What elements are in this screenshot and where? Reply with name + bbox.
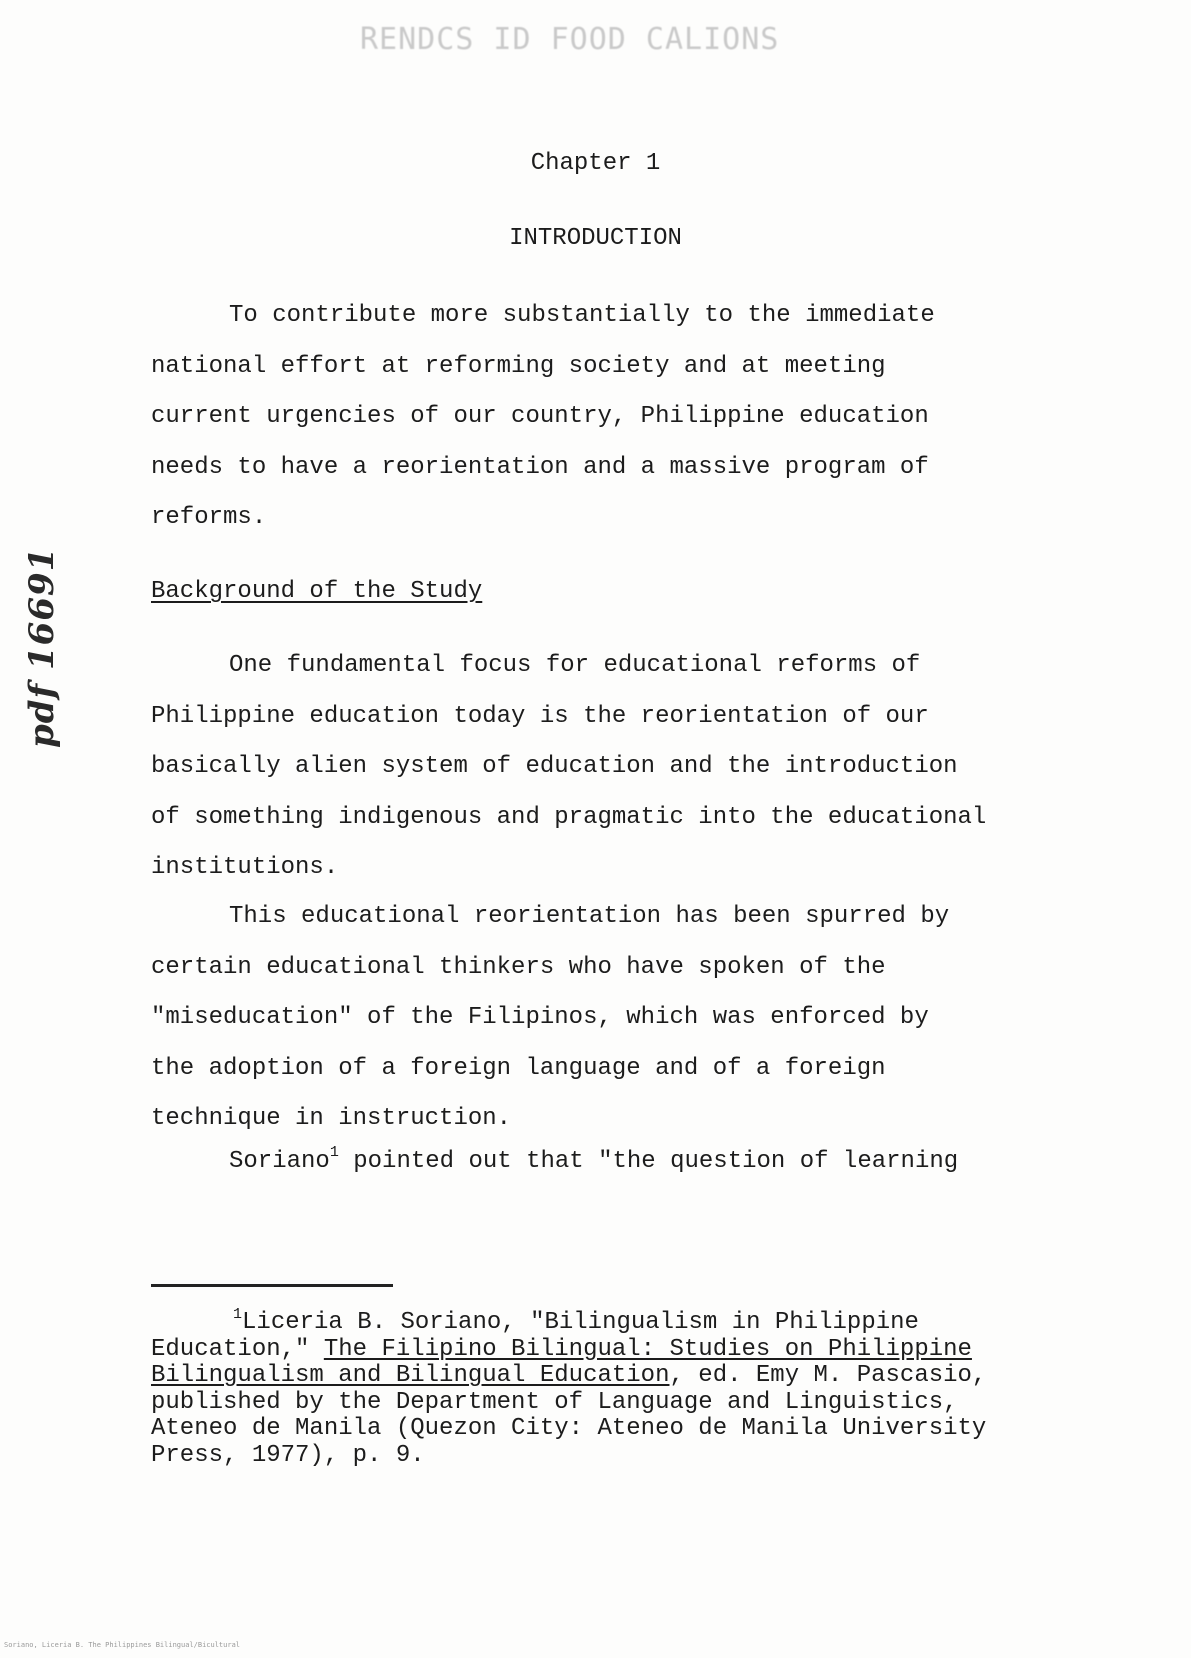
bg1-line-2: Philippine education today is the reorientation of our (151, 702, 929, 730)
footnote-line-4: published by the Department of Language and Linguistics, (151, 1388, 958, 1416)
background-paragraph-1 (151, 641, 1081, 894)
bg1-line-4: of something indigenous and pragmatic into the educational (151, 803, 987, 831)
bg1-line-3: basically alien system of education and the introduction (151, 753, 958, 780)
bg3-text: pointed out that "the question of learning (338, 1148, 959, 1175)
footnote-line-1: Liceria B. Soriano, "Bilingualism in Philippine (242, 1309, 919, 1336)
intro-line-3: current urgencies of our country, Philippine education (151, 403, 929, 430)
footnote-line-3-plain: , ed. Emy M. Pascasio, (669, 1362, 987, 1389)
footnote (151, 1302, 1111, 1469)
chapter-title: INTRODUCTION (509, 225, 682, 252)
background-paragraph-2 (151, 892, 1081, 1145)
cited-author: Soriano (229, 1148, 330, 1175)
section-heading: Background of the Study (151, 578, 483, 605)
footnote-line-2-plain: Education," (151, 1335, 324, 1363)
footnote-book-title-1: The Filipino Bilingual: Studies on Philippine (323, 1335, 972, 1363)
intro-line-1: To contribute more substantially to the immediate (229, 302, 935, 329)
bg2-line-4: the adoption of a foreign language and of a foreign (151, 1054, 886, 1082)
footnote-mark: 1 (233, 1306, 243, 1323)
footnote-divider (151, 1284, 393, 1287)
chapter-label: Chapter 1 (530, 150, 661, 177)
intro-line-2: national effort at reforming society and at meeting (151, 352, 886, 380)
margin-annotation-wrap (22, 546, 72, 748)
bg2-line-2: certain educational thinkers who have spoken of the (151, 953, 886, 981)
footnote-reference: 1 (329, 1144, 339, 1161)
bg1-line-1: One fundamental focus for educational reforms of (229, 652, 921, 679)
intro-paragraph (151, 291, 1081, 544)
footnote-line-5: Ateneo de Manila (Quezon City: Ateneo de Manila University (151, 1415, 987, 1442)
bg2-line-1: This educational reorientation has been spurred by (229, 903, 950, 930)
bg2-line-5: technique in instruction. (151, 1105, 512, 1132)
scan-footer: Soriano, Liceria B. The Philippines Bilingual/Bicultural (4, 1641, 241, 1649)
footnote-book-title-2: Bilingualism and Bilingual Education (151, 1362, 670, 1389)
intro-line-4: needs to have a reorientation and a massive program of (151, 453, 929, 481)
intro-line-5: reforms. (151, 504, 267, 531)
header-stamp: RENDCS ID FOOD CALIONS (360, 22, 780, 57)
bg2-line-3: "miseducation" of the Filipinos, which was enforced by (151, 1004, 929, 1031)
bg1-line-5: institutions. (151, 854, 339, 881)
background-paragraph-3 (151, 1144, 958, 1175)
footnote-line-6: Press, 1977), p. 9. (151, 1441, 425, 1469)
margin-annotation: pdf 16691 (22, 546, 62, 748)
